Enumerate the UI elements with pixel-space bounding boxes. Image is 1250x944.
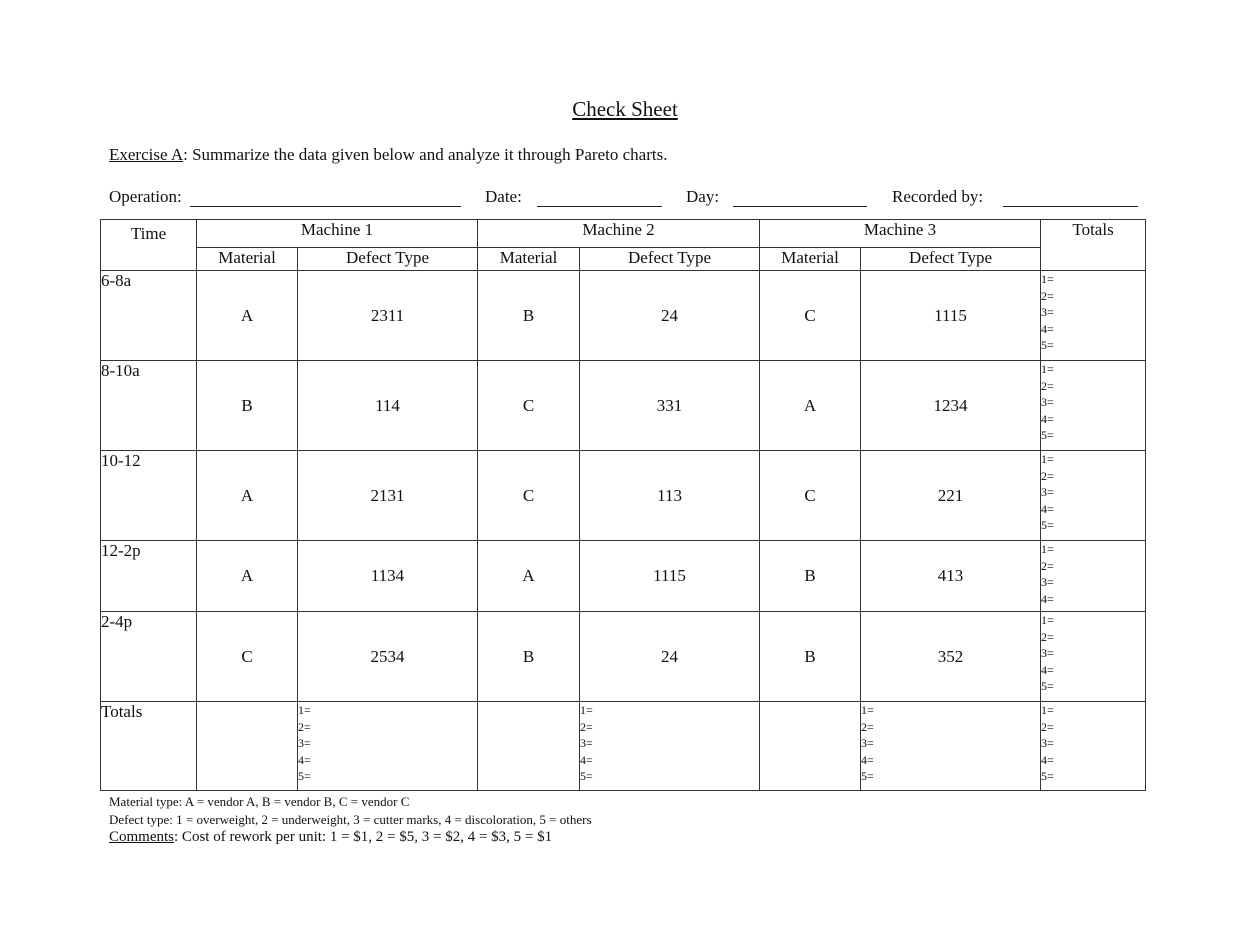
total-line: 3= xyxy=(1041,646,1054,660)
material-cell[interactable]: C xyxy=(197,612,298,702)
defect-cell[interactable]: 2534 xyxy=(298,612,478,702)
recorded-by-field[interactable] xyxy=(1003,206,1138,207)
material-cell[interactable]: C xyxy=(760,271,861,361)
material-type-legend: Material type: A = vendor A, B = vendor B, C = vendor C xyxy=(109,794,410,809)
material-cell[interactable]: A xyxy=(197,451,298,541)
material-cell[interactable]: A xyxy=(760,361,861,451)
total-line: 3= xyxy=(1041,395,1054,409)
time-cell: 6-8a xyxy=(101,271,197,361)
recorded-by-label: Recorded by: xyxy=(892,187,984,206)
time-cell: 2-4p xyxy=(101,612,197,702)
total-line: 2= xyxy=(1041,629,1054,644)
date-label: Date: xyxy=(485,187,522,206)
total-line: 1= xyxy=(1041,452,1054,466)
total-line: 2= xyxy=(298,719,311,734)
defect-cell[interactable]: 1115 xyxy=(580,541,760,612)
total-line: 2= xyxy=(1041,288,1054,303)
totals-row-label: Totals xyxy=(101,702,197,791)
total-line: 4= xyxy=(1041,501,1054,516)
material-total-cell[interactable] xyxy=(478,702,580,791)
material-cell[interactable]: B xyxy=(478,612,580,702)
total-line: 3= xyxy=(580,736,593,750)
total-line: 5= xyxy=(580,769,593,783)
total-line: 3= xyxy=(861,736,874,750)
table-row xyxy=(101,271,1146,361)
time-cell: 10-12 xyxy=(101,451,197,541)
header-defect-type-2: Defect Type xyxy=(580,248,760,271)
header-machine-3: Machine 3 xyxy=(760,220,1041,248)
header-defect-type-1: Defect Type xyxy=(298,248,478,271)
exercise-label: Exercise A xyxy=(109,145,184,164)
comments-text: : Cost of rework per unit: 1 = $1, 2 = $5, 3 = $2, 4 = $3, 5 = $1 xyxy=(174,829,553,845)
operation-label: Operation: xyxy=(109,187,182,206)
defect-cell[interactable]: 2311 xyxy=(298,271,478,361)
day-label: Day: xyxy=(686,187,720,206)
check-sheet-table xyxy=(100,219,1146,791)
total-line: 1= xyxy=(1041,362,1054,376)
total-line: 4= xyxy=(1041,591,1054,606)
row-totals-cell[interactable] xyxy=(1041,361,1146,451)
header-machine-2: Machine 2 xyxy=(478,220,760,248)
defect-cell[interactable]: 113 xyxy=(580,451,760,541)
total-line: 1= xyxy=(1041,542,1054,556)
header-defect-type-3: Defect Type xyxy=(861,248,1041,271)
material-cell[interactable]: B xyxy=(197,361,298,451)
machine-2-totals-cell[interactable] xyxy=(580,702,760,791)
defect-cell[interactable]: 221 xyxy=(861,451,1041,541)
header-machine-1: Machine 1 xyxy=(197,220,478,248)
time-cell: 12-2p xyxy=(101,541,197,612)
total-line: 5= xyxy=(1041,428,1054,442)
material-cell[interactable]: C xyxy=(478,451,580,541)
total-line: 4= xyxy=(1041,411,1054,426)
total-line: 4= xyxy=(861,752,874,767)
material-cell[interactable]: B xyxy=(760,612,861,702)
defect-type-legend: Defect type: 1 = overweight, 2 = underweight, 3 = cutter marks, 4 = discoloration, 5 = others xyxy=(109,812,592,827)
header-time: Time xyxy=(101,220,197,271)
total-line: 4= xyxy=(298,752,311,767)
table-row xyxy=(101,361,1146,451)
row-totals-cell[interactable] xyxy=(1041,451,1146,541)
header-totals: Totals xyxy=(1041,220,1146,271)
defect-cell[interactable]: 1115 xyxy=(861,271,1041,361)
total-line: 5= xyxy=(1041,679,1054,693)
total-line: 1= xyxy=(1041,272,1054,286)
defect-cell[interactable]: 24 xyxy=(580,612,760,702)
totals-row xyxy=(101,702,1146,791)
total-line: 2= xyxy=(1041,378,1054,393)
row-totals-cell[interactable] xyxy=(1041,271,1146,361)
header-material-1: Material xyxy=(197,248,298,271)
exercise-instruction xyxy=(109,145,667,165)
defect-cell[interactable]: 2131 xyxy=(298,451,478,541)
material-cell[interactable]: A xyxy=(197,271,298,361)
total-line: 2= xyxy=(580,719,593,734)
total-line: 5= xyxy=(1041,518,1054,532)
machine-1-totals-cell[interactable] xyxy=(298,702,478,791)
total-line: 3= xyxy=(298,736,311,750)
material-cell[interactable]: A xyxy=(478,541,580,612)
time-cell: 8-10a xyxy=(101,361,197,451)
defect-cell[interactable]: 331 xyxy=(580,361,760,451)
material-cell[interactable]: C xyxy=(478,361,580,451)
date-field[interactable] xyxy=(537,206,662,207)
table-row xyxy=(101,541,1146,612)
defect-cell[interactable]: 114 xyxy=(298,361,478,451)
total-line: 5= xyxy=(861,769,874,783)
total-line: 4= xyxy=(1041,752,1054,767)
total-line: 3= xyxy=(1041,305,1054,319)
total-line: 2= xyxy=(1041,468,1054,483)
material-total-cell[interactable] xyxy=(197,702,298,791)
row-totals-cell[interactable] xyxy=(1041,612,1146,702)
comments-label: Comments xyxy=(109,829,175,845)
total-line: 1= xyxy=(298,703,311,717)
total-line: 5= xyxy=(1041,338,1054,352)
total-line: 1= xyxy=(1041,613,1054,627)
header-row-columns xyxy=(101,248,1146,271)
total-line: 4= xyxy=(1041,321,1054,336)
total-line: 2= xyxy=(861,719,874,734)
operation-field[interactable] xyxy=(190,206,461,207)
day-field[interactable] xyxy=(733,206,867,207)
machine-3-totals-cell[interactable] xyxy=(861,702,1041,791)
table-row xyxy=(101,451,1146,541)
total-line: 2= xyxy=(1041,558,1054,573)
defect-cell[interactable]: 413 xyxy=(861,541,1041,612)
page-title: Check Sheet xyxy=(572,97,678,121)
material-cell[interactable]: A xyxy=(197,541,298,612)
total-line: 5= xyxy=(1041,769,1054,783)
row-totals-cell[interactable] xyxy=(1041,541,1146,612)
material-total-cell[interactable] xyxy=(760,702,861,791)
total-line: 3= xyxy=(1041,485,1054,499)
total-line: 1= xyxy=(1041,703,1054,717)
comments-line xyxy=(109,829,552,846)
grand-totals-cell[interactable] xyxy=(1041,702,1146,791)
defect-cell[interactable]: 1134 xyxy=(298,541,478,612)
total-line: 4= xyxy=(580,752,593,767)
defect-cell[interactable]: 352 xyxy=(861,612,1041,702)
header-material-3: Material xyxy=(760,248,861,271)
exercise-text: : Summarize the data given below and analyze it through Pareto charts. xyxy=(183,145,668,164)
table-row xyxy=(101,612,1146,702)
defect-cell[interactable]: 1234 xyxy=(861,361,1041,451)
total-line: 3= xyxy=(1041,736,1054,750)
header-material-2: Material xyxy=(478,248,580,271)
total-line: 1= xyxy=(580,703,593,717)
defect-cell[interactable]: 24 xyxy=(580,271,760,361)
total-line: 5= xyxy=(298,769,311,783)
total-line: 3= xyxy=(1041,575,1054,589)
total-line: 2= xyxy=(1041,719,1054,734)
header-row-machines xyxy=(101,220,1146,248)
total-line: 1= xyxy=(861,703,874,717)
material-cell[interactable]: B xyxy=(760,541,861,612)
material-cell[interactable]: B xyxy=(478,271,580,361)
total-line: 4= xyxy=(1041,662,1054,677)
material-cell[interactable]: C xyxy=(760,451,861,541)
